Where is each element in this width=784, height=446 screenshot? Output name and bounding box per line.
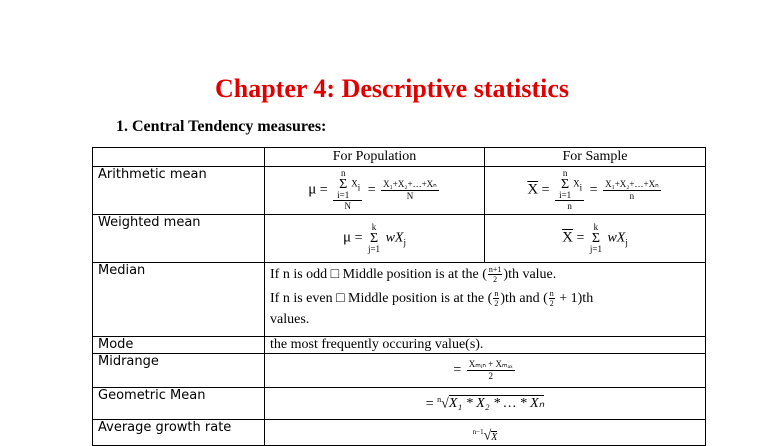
table-row bbox=[93, 263, 706, 337]
header-population: For Population bbox=[265, 148, 485, 167]
sigma-icon: Σ bbox=[369, 231, 379, 246]
row-label-midrange: Midrange bbox=[93, 354, 265, 388]
radical-icon: √ bbox=[483, 429, 492, 444]
section-heading: 1. Central Tendency measures: bbox=[116, 118, 327, 135]
median-odd-line bbox=[270, 263, 700, 287]
sum-lower: j=1 bbox=[589, 244, 602, 254]
row-label-mode: Mode bbox=[93, 337, 265, 354]
xbar-symbol: $\overline{X}$ bbox=[562, 229, 573, 246]
summation bbox=[590, 223, 602, 254]
radical-icon: √ bbox=[441, 396, 449, 412]
fraction-denominator: N bbox=[406, 191, 414, 201]
variable-x: X bbox=[573, 178, 580, 189]
table-row bbox=[93, 215, 706, 263]
formula-midrange bbox=[265, 354, 706, 388]
fraction-denominator: 2 bbox=[488, 371, 493, 381]
row-label-weighted: Weighted mean bbox=[93, 215, 265, 263]
sum-lower: j=1 bbox=[367, 244, 381, 254]
fraction bbox=[549, 289, 555, 308]
formula-population-mean bbox=[265, 167, 485, 215]
header-sample: For Sample bbox=[485, 148, 706, 167]
equals-sign: = bbox=[354, 230, 363, 246]
summation bbox=[337, 169, 349, 200]
table-row bbox=[93, 388, 706, 420]
mu-symbol: μ bbox=[308, 181, 317, 198]
median-odd-suffix: )th value. bbox=[503, 267, 557, 282]
sigma-icon: Σ bbox=[339, 177, 348, 192]
equals-sign: = bbox=[453, 362, 462, 378]
fraction-numerator bbox=[555, 169, 584, 201]
equals-sign: = bbox=[576, 230, 585, 246]
fraction bbox=[381, 179, 439, 202]
header-blank bbox=[93, 148, 265, 167]
equals-sign: = bbox=[425, 396, 434, 412]
fraction-numerator bbox=[333, 169, 362, 201]
fraction-numerator: n+1 bbox=[488, 265, 502, 275]
summation bbox=[559, 169, 571, 200]
fraction-numerator: Xₘᵢₙ + Xₘₐₓ bbox=[468, 359, 513, 369]
variable-x: X bbox=[351, 178, 358, 189]
central-tendency-table bbox=[92, 147, 706, 446]
subscript: i bbox=[579, 182, 583, 193]
fraction-numerator: n bbox=[494, 289, 499, 299]
growth-expression: X bbox=[491, 432, 498, 443]
equals-sign: = bbox=[541, 182, 550, 198]
formula-sample-weighted bbox=[485, 215, 706, 263]
subscript: j bbox=[625, 237, 628, 248]
fraction-denominator: 2 bbox=[549, 299, 554, 309]
sum-upper: k bbox=[371, 222, 377, 232]
subscript: i bbox=[357, 182, 361, 193]
weighted-term: wX bbox=[385, 230, 404, 246]
fraction-denominator: N bbox=[344, 201, 351, 211]
fraction-numerator: X₁+X₂+…+Xₙ bbox=[605, 179, 659, 189]
root-index: n−1 bbox=[472, 428, 484, 437]
mu-symbol: μ bbox=[343, 229, 352, 246]
fraction-denominator: n bbox=[629, 191, 635, 201]
table-row bbox=[93, 167, 706, 215]
mode-description: the most frequently occuring value(s). bbox=[265, 337, 706, 354]
table-row bbox=[93, 354, 706, 388]
equals-sign: = bbox=[589, 182, 598, 198]
median-even-suffix: + 1)th bbox=[555, 291, 594, 306]
median-odd-text: If n is odd □ Middle position is at the ( bbox=[270, 267, 487, 282]
formula-geometric bbox=[265, 388, 706, 420]
median-even-line bbox=[270, 287, 700, 311]
chapter-title: Chapter 4: Descriptive statistics bbox=[214, 74, 570, 103]
sigma-icon: Σ bbox=[561, 177, 570, 192]
table-row bbox=[93, 337, 706, 354]
fraction-numerator: X₁+X₂+…+Xₙ bbox=[383, 179, 437, 189]
fraction bbox=[333, 169, 362, 212]
root-index: n bbox=[437, 394, 442, 404]
xbar-symbol: $\overline{X}$ bbox=[527, 181, 539, 198]
table-header-row bbox=[93, 148, 706, 167]
row-label-arithmetic: Arithmetic mean bbox=[93, 167, 265, 215]
median-values-line: values. bbox=[270, 312, 310, 327]
table-row bbox=[93, 420, 706, 446]
sum-lower: i=1 bbox=[559, 190, 572, 200]
fraction-denominator: 2 bbox=[493, 275, 498, 285]
row-label-geometric: Geometric Mean bbox=[93, 388, 265, 420]
sum-upper: n bbox=[340, 168, 346, 178]
fraction bbox=[555, 169, 584, 212]
fraction bbox=[467, 359, 515, 382]
equals-sign: = bbox=[319, 182, 328, 198]
row-label-growth: Average growth rate bbox=[93, 420, 265, 446]
fraction bbox=[603, 179, 661, 202]
subscript: j bbox=[403, 237, 406, 248]
fraction-denominator: 2 bbox=[494, 299, 499, 309]
row-label-median: Median bbox=[93, 263, 265, 337]
equals-sign: = bbox=[367, 182, 376, 198]
formula-population-weighted bbox=[265, 215, 485, 263]
median-even-text: If n is even □ Middle position is at the ( bbox=[270, 291, 493, 306]
weighted-term: wX bbox=[607, 230, 626, 246]
sigma-icon: Σ bbox=[591, 231, 600, 246]
sum-upper: k bbox=[593, 222, 599, 232]
summation bbox=[368, 223, 380, 254]
sum-lower: i=1 bbox=[337, 190, 350, 200]
fraction-denominator: n bbox=[567, 201, 572, 211]
sum-upper: n bbox=[562, 168, 568, 178]
fraction-numerator: n bbox=[549, 289, 554, 299]
median-even-mid: )th and ( bbox=[500, 291, 548, 306]
formula-sample-mean bbox=[485, 167, 706, 215]
fraction bbox=[488, 265, 503, 284]
formula-growth bbox=[265, 420, 706, 446]
median-description bbox=[265, 263, 706, 337]
geometric-expression: X₁ * X₂ * … * Xₙ bbox=[448, 396, 545, 412]
fraction bbox=[493, 289, 499, 308]
